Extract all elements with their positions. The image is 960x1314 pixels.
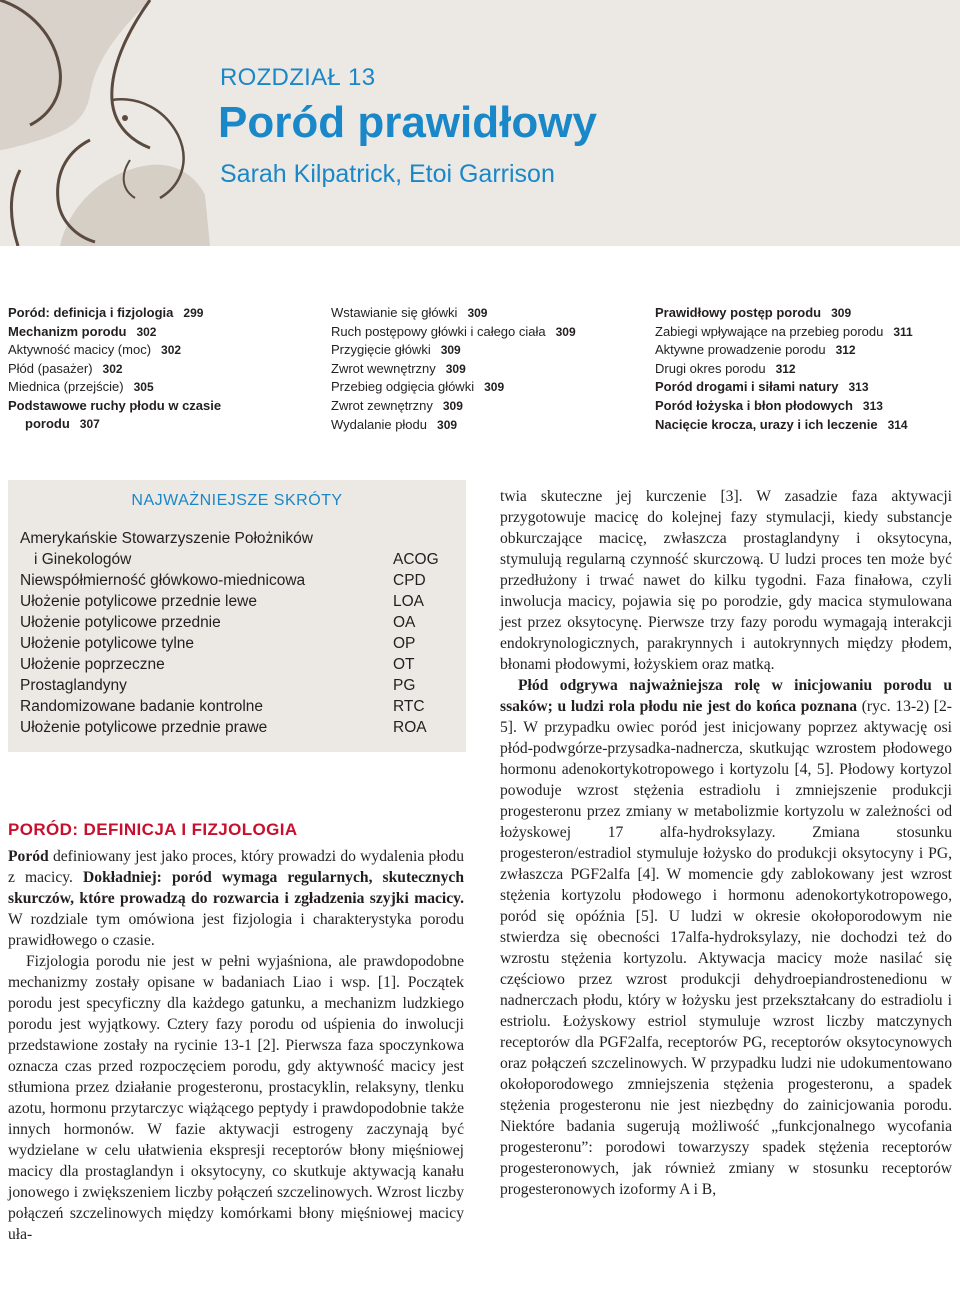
toc-entry-page: 309 [484, 380, 505, 395]
abbreviation-row [20, 696, 456, 717]
toc-entry-page: 302 [102, 361, 123, 376]
toc-entry-page: 309 [440, 343, 461, 358]
abbreviation-term: Ułożenie potylicowe przednie [20, 614, 221, 631]
bold-text: Poród [8, 848, 49, 865]
toc-entry [331, 397, 576, 416]
toc-entry [8, 397, 221, 415]
abbreviation-term: Prostaglandyny [20, 677, 127, 694]
toc-entry [655, 397, 913, 416]
toc-entry-label: Zabiegi wpływające na przebieg porodu [655, 323, 884, 339]
abbreviation-code: LOA [393, 593, 425, 610]
toc-entry-label: Drugi okres porodu [655, 360, 766, 376]
paragraph [8, 846, 464, 951]
chapter-header [0, 0, 960, 246]
toc-entry [331, 341, 576, 360]
toc-entry [8, 378, 221, 397]
toc-entry-label: Prawidłowy postęp porodu [655, 305, 822, 320]
abbreviation-row [20, 654, 456, 675]
toc-entry [331, 304, 576, 323]
abbreviation-term: Niewspółmierność główkowo-miednicowa [20, 572, 306, 589]
abbreviation-term: Randomizowane badanie kontrolne [20, 698, 263, 715]
toc-entry-label: Wstawianie się główki [331, 305, 458, 320]
text: (ryc. 13-2) [2-5]. W przypadku owiec poród jest inicjowany poprzez aktywację osi płód-podwgórze-przysadka-nadnercza, skutkując wzrostem płodowego hormonu adenokortykotropowego i kortyzolu [4, 5]. Płodowy kortyzol powoduje wzrost stężenia estradiolu i zmniejszenie produkcji progesteronu przez zmiany w metabolizmie kortyzolu w zależności od łożyskowej 17 alfa-hydroksylazy. Zmiana stosunku progesteron/estradiol stymuluje łożysko do produkcji oksytocyny i PG, zwłaszcza PGF2alfa [4]. W momencie gdy zablokowany jest wzrost stężenia kortyzolu płodowego i hormonu adenokortykotropowego, poród się opóźnia [5]. U ludzi w okresie okołoporodowym nie stwierdza się obecności 17alfa-hydroksylazy, nie dochodzi też do wzrostu stężenia kortyzolu. Aktywacja macicy może nasilać się częściowo przez wzrost produkcji dehydroepiandrostenedionu w nadnerczach płodu, który w łożysku jest przekształcany do estradiolu i estriolu. Łożyskowy estriol stymuluje wzrost liczby matczynych receptorów dla PGF2alfa, receptorów PG, receptorów oksytocynowych oraz połączeń szczelinowych. W przypadku ludzi nie udokumentowano okołoporodowego zmniejszenia stężenia progesteronu, a spadek stężenia progesteronu nie jest niezbędny do zainicjowania porodu. Niektóre badania sugerują możliwość „funkcjonalnego wycofania progesteronu”: porodowi towarzyszy spadek stężenia receptorów progesteronowych, jak również zmiany w stosunku receptorów progesteronowych izoformy A i B, [500, 698, 952, 1198]
toc-entry-page: 302 [136, 324, 157, 339]
abbreviation-code: RTC [393, 698, 425, 715]
left-text-column [8, 846, 464, 1245]
abbreviations-title: NAJWAŻNIEJSZE SKRÓTY [131, 492, 343, 509]
toc-entry [655, 378, 913, 397]
abbreviations-list [20, 528, 456, 738]
text: definiowany jest jako proces, który prowadzi do wydalenia płodu z macicy. [8, 848, 464, 886]
abbreviation-term: Ułożenie potylicowe tylne [20, 635, 195, 652]
abbreviation-code: OP [393, 635, 416, 652]
abbreviation-row [20, 675, 456, 696]
toc-entry [655, 304, 913, 323]
toc-entry [8, 304, 221, 323]
toc-entry [655, 416, 913, 435]
abbreviation-term: Amerykańskie Stowarzyszenie Położników [20, 530, 313, 547]
chapter-title: Poród prawidłowy [218, 98, 597, 147]
toc-entry-label: Przygięcie główki [331, 342, 431, 358]
abbreviation-code: PG [393, 677, 416, 694]
toc-entry-page: 307 [79, 416, 100, 431]
toc-entry-label: Przebieg odgięcia główki [331, 379, 475, 395]
abbreviation-row [20, 528, 456, 549]
paragraph [500, 675, 952, 1200]
toc-entry [8, 341, 221, 360]
toc-entry [331, 378, 576, 397]
abbreviations-box [8, 480, 466, 752]
bold-text: Płód odgrywa najważniejsza rolę w inicjowaniu porodu u ssaków; u ludzi rola płodu nie jest do końca poznana [500, 677, 952, 715]
toc-entry-page: 309 [831, 306, 852, 320]
toc-entry-page: 313 [848, 380, 869, 395]
toc-entry-label: Zwrot zewnętrzny [331, 397, 433, 413]
chapter-number: ROZDZIAŁ 13 [220, 64, 376, 91]
toc-column-1 [8, 304, 221, 433]
abbreviation-code: ACOG [393, 551, 439, 568]
mother-child-illustration [0, 0, 210, 246]
abbreviation-code: OA [393, 614, 416, 631]
toc-entry-page: 299 [183, 306, 204, 320]
abbreviation-row [20, 549, 456, 570]
toc-entry-label: Nacięcie krocza, urazy i ich leczenie [655, 416, 878, 432]
abbreviation-row [20, 570, 456, 591]
toc-entry-page: 312 [775, 361, 796, 376]
abbreviation-code: OT [393, 656, 415, 673]
abbreviation-code: ROA [393, 719, 427, 736]
toc-entry-label: Podstawowe ruchy płodu w czasie [8, 397, 222, 413]
abbreviation-term: Ułożenie poprzeczne [20, 656, 165, 673]
toc-entry-label: Zwrot wewnętrzny [331, 360, 436, 376]
toc-entry [655, 323, 913, 342]
toc-entry [8, 360, 221, 379]
abbreviation-term: i Ginekologów [34, 551, 132, 568]
right-text-column [500, 486, 952, 1200]
toc-entry [8, 415, 221, 434]
toc-entry [8, 323, 221, 342]
toc-entry-page: 314 [887, 417, 908, 432]
toc-entry [331, 323, 576, 342]
toc-entry-label: Aktywność macicy (moc) [8, 342, 152, 358]
toc-column-3 [655, 304, 913, 434]
toc-entry-label: Poród drogami i siłami natury [655, 379, 839, 395]
toc-entry-page: 305 [133, 380, 154, 395]
toc-entry-label: Wydalanie płodu [331, 416, 428, 432]
toc-entry [331, 360, 576, 379]
toc-entry-label: Poród: definicja i fizjologia [8, 305, 174, 320]
abbreviation-code: CPD [393, 572, 426, 589]
toc-entry [331, 416, 576, 435]
toc-entry-page: 311 [893, 324, 913, 339]
toc-entry-label: Aktywne prowadzenie porodu [655, 342, 826, 358]
toc-column-2 [331, 304, 576, 434]
toc-entry-page: 309 [442, 398, 463, 413]
abbreviation-row [20, 612, 456, 633]
toc-entry-page: 312 [835, 343, 856, 358]
toc-entry-page: 309 [467, 306, 488, 320]
bold-text: Dokładniej: poród wymaga regularnych, skutecznych skurczów, które prowadzą do rozwarcia i zgładzenia szyjki macicy. [8, 869, 464, 907]
abbreviation-term: Ułożenie potylicowe przednie prawe [20, 719, 268, 736]
text: W rozdziale tym omówiona jest fizjologia i charakterystyka porodu prawidłowego o czasie. [8, 911, 464, 949]
toc-entry-label: porodu [25, 415, 70, 431]
paragraph: Fizjologia porodu nie jest w pełni wyjaśniona, ale prawdopodobne mechanizmy zostały opisane w badaniach Liao i wsp. [1]. Początek porodu jest specyficzny dla każdego gatunku, a mechanizm ludzkiego porodu jest wyjątkowy. Cztery fazy porodu od uśpienia do inwolucji przedstawione zostały na rycinie 13-1 [2]. Pierwsza faza spoczynkowa oznacza czas przed rozpoczęciem porodu, gdy aktywność macicy jest stłumiona przez działanie progesteronu, prostacyklin, relaksyny, tlenku azotu, hormonu przytarczyc wiążącego peptydy i prawdopodobnie także innych hormonów. W fazie aktywacji estrogeny zaczynają być wydzielane w celu ułatwienia ekspresji receptorów błony mięśniowej macicy dla prostaglandyn i oksytocyny, co skutkuje aktywacją kanału jonowego i zwiększeniem liczby połączeń szczelinowych. Wzrost liczby połączeń szczelinowych między komórkami błony mięśniowej macicy uła- [8, 953, 464, 1243]
toc-entry-label: Płód (pasażer) [8, 360, 93, 376]
toc-entry-label: Ruch postępowy główki i całego ciała [331, 323, 546, 339]
toc-entry-label: Poród łożyska i błon płodowych [655, 397, 853, 413]
toc-entry [655, 360, 913, 379]
abbreviation-term: Ułożenie potylicowe przednie lewe [20, 593, 257, 610]
toc-entry-page: 309 [437, 417, 458, 432]
toc-entry-page: 302 [161, 343, 182, 358]
toc-entry-page: 309 [445, 361, 466, 376]
paragraph: twia skuteczne jej kurczenie [3]. W zasadzie faza aktywacji przygotowuje macicę do kolejnej fazy stymulacji, kiedy substancje obkurczające macicę, zwłaszcza prostaglandyny i oksytocyna, stymulują regularną czynność skurczową. U ludzi proces ten może być przedłużony i trwać nawet do kilku tygodni. Faza finałowa, czyli inwolucja macicy, pojawia się po porodzie, gdy macica stymulowana jest przez oksytocynę. Pierwsze trzy fazy porodu wymagają interakcji endokrynologicznych, parakrynnych i autokrynnych między płodem, błonami płodowymi, łożyskiem oraz matką. [500, 488, 952, 673]
toc-entry-label: Mechanizm porodu [8, 323, 127, 339]
chapter-authors: Sarah Kilpatrick, Etoi Garrison [220, 160, 555, 188]
toc-entry-label: Miednica (przejście) [8, 379, 124, 395]
toc-entry-page: 313 [862, 398, 883, 413]
abbreviation-row [20, 591, 456, 612]
abbreviation-row [20, 633, 456, 654]
toc-entry [655, 341, 913, 360]
section-heading: PORÓD: DEFINICJA I FIZJOLOGIA [8, 820, 298, 839]
abbreviation-row [20, 717, 456, 738]
toc-entry-page: 309 [555, 324, 576, 339]
